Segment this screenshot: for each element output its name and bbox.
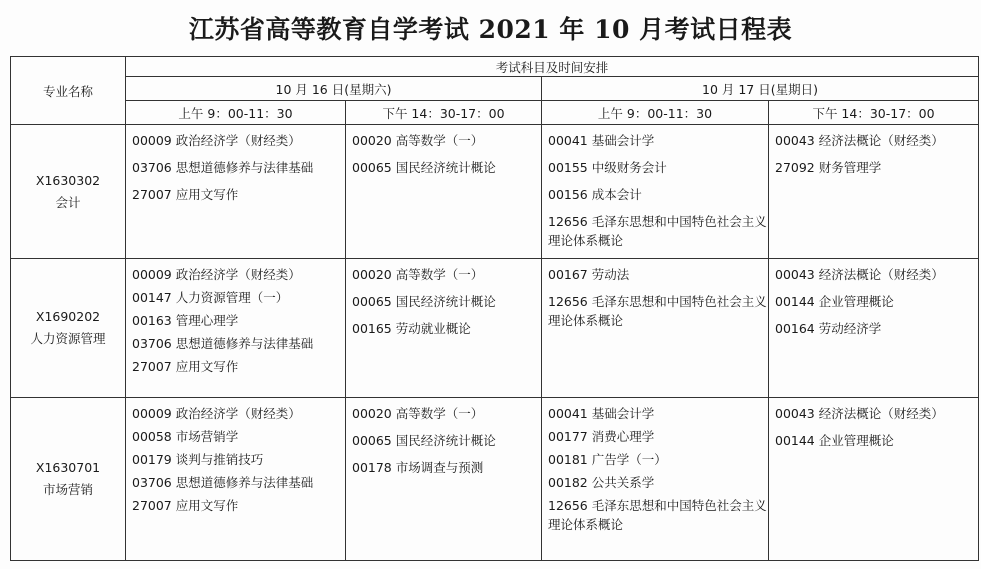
table-row [11, 259, 979, 398]
course-entry: 27007 应用文写作 [132, 498, 239, 513]
course-entry: 00165 劳动就业概论 [352, 321, 471, 336]
day2-am-header: 上午 9：00-11：30 [542, 101, 769, 125]
day2-pm-header: 下午 14：30-17：00 [769, 101, 979, 125]
course-entry: 00167 劳动法 [548, 267, 630, 282]
course-entry: 00177 消费心理学 [548, 429, 655, 444]
schedule-table [10, 56, 979, 561]
table-row [11, 398, 979, 561]
major-cell [11, 259, 126, 398]
course-entry: 00164 劳动经济学 [775, 321, 882, 336]
course-entry: 00181 广告学（一） [548, 452, 667, 467]
course-entry: 03706 思想道德修养与法律基础 [132, 336, 314, 351]
exam-slot-d1-am [126, 259, 346, 398]
course-entry: 00043 经济法概论（财经类） [775, 133, 944, 148]
course-entry: 00009 政治经济学（财经类） [132, 406, 301, 421]
day1-am-header: 上午 9：00-11：30 [126, 101, 346, 125]
major-code: X1630302 [35, 172, 101, 188]
exam-slot-d2-am [542, 398, 769, 561]
major-name: 人力资源管理 [30, 331, 106, 346]
exam-slot-d1-pm [346, 259, 542, 398]
major-name: 市场营销 [42, 482, 93, 497]
major-code: X1630701 [35, 460, 101, 475]
course-entry: 00065 国民经济统计概论 [352, 294, 496, 309]
exam-slot-d1-pm [346, 398, 542, 561]
course-entry: 00009 政治经济学（财经类） [132, 267, 301, 282]
day1-header: 10 月 16 日(星期六) [126, 77, 542, 101]
table-row [11, 125, 979, 259]
exam-slot-d2-am [542, 259, 769, 398]
course-entry: 12656 毛泽东思想和中国特色社会主义理论体系概论 [548, 214, 767, 248]
exam-slot-d1-am [126, 398, 346, 561]
schedule-header: 考试科目及时间安排 [126, 57, 979, 77]
course-entry: 00020 高等数学（一） [352, 406, 484, 421]
course-entry: 00144 企业管理概论 [775, 294, 894, 309]
course-entry: 27092 财务管理学 [775, 160, 882, 175]
course-entry: 00020 高等数学（一） [352, 133, 484, 148]
course-entry: 00182 公共关系学 [548, 475, 655, 490]
exam-slot-d1-pm [346, 125, 542, 259]
day1-pm-header: 下午 14：30-17：00 [346, 101, 542, 125]
exam-slot-d2-am [542, 125, 769, 259]
exam-slot-d1-am [126, 125, 346, 259]
course-entry: 03706 思想道德修养与法律基础 [132, 475, 314, 490]
course-entry: 00058 市场营销学 [132, 429, 239, 444]
major-name: 会计 [55, 194, 81, 210]
course-entry: 00043 经济法概论（财经类） [775, 406, 944, 421]
exam-slot-d2-pm [769, 125, 979, 259]
course-entry: 00155 中级财务会计 [548, 160, 667, 175]
major-code: X1690202 [35, 309, 101, 324]
course-entry: 27007 应用文写作 [132, 359, 239, 374]
course-entry: 00179 谈判与推销技巧 [132, 452, 264, 467]
day2-header: 10 月 17 日(星期日) [542, 77, 979, 101]
course-entry: 00065 国民经济统计概论 [352, 433, 496, 448]
course-entry: 00144 企业管理概论 [775, 433, 894, 448]
course-entry: 00156 成本会计 [548, 187, 642, 202]
course-entry: 00178 市场调查与预测 [352, 460, 484, 475]
major-cell [11, 125, 126, 259]
major-column-header: 专业名称 [11, 57, 126, 125]
course-entry: 00020 高等数学（一） [352, 267, 484, 282]
course-entry: 00009 政治经济学（财经类） [132, 133, 301, 148]
course-entry: 00041 基础会计学 [548, 133, 655, 148]
page-title: 江苏省高等教育自学考试 2021 年 10 月考试日程表 [188, 15, 793, 44]
exam-slot-d2-pm [769, 398, 979, 561]
exam-slot-d2-pm [769, 259, 979, 398]
major-cell [11, 398, 126, 561]
course-entry: 00147 人力资源管理（一） [132, 290, 289, 305]
course-entry: 00043 经济法概论（财经类） [775, 267, 944, 282]
course-entry: 00065 国民经济统计概论 [352, 160, 496, 175]
course-entry: 27007 应用文写作 [132, 187, 239, 202]
course-entry: 03706 思想道德修养与法律基础 [132, 160, 314, 175]
course-entry: 12656 毛泽东思想和中国特色社会主义理论体系概论 [548, 294, 767, 328]
course-entry: 12656 毛泽东思想和中国特色社会主义理论体系概论 [548, 498, 767, 532]
course-entry: 00163 管理心理学 [132, 313, 239, 328]
course-entry: 00041 基础会计学 [548, 406, 655, 421]
